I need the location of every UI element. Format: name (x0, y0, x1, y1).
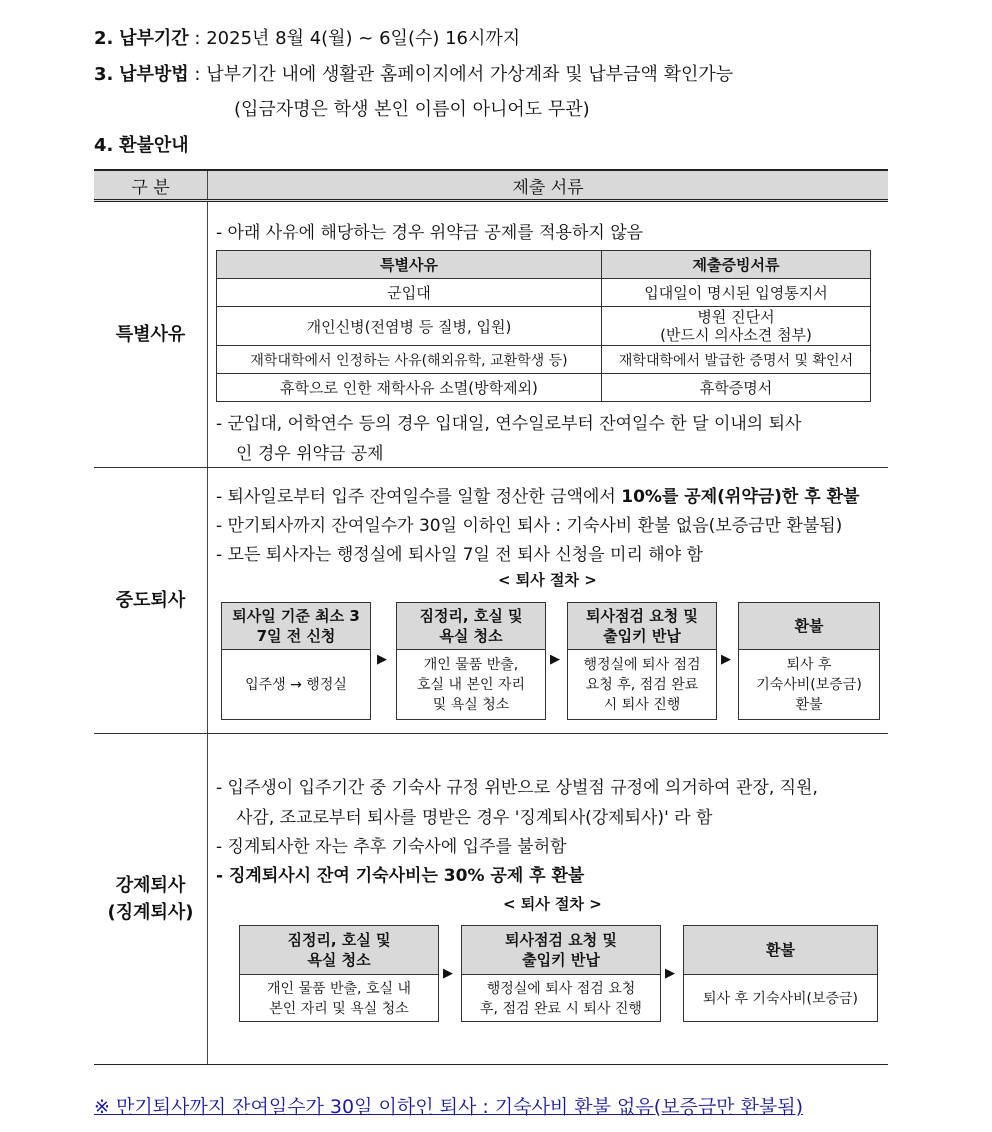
step-body (568, 650, 716, 720)
refund-table-header (94, 169, 888, 202)
item-number: 4. (94, 135, 114, 156)
step-title-line: 짐정리, 호실 및 (419, 607, 523, 625)
special-reason-table (216, 250, 871, 402)
step-body (397, 650, 545, 720)
payment-method-note: (입금자명은 학생 본인 이름이 아니어도 무관) (234, 99, 590, 120)
arrow-icon: ▶ (550, 652, 560, 667)
forced-step-1 (239, 925, 439, 1022)
item-sep: : (194, 64, 201, 85)
item-label: 환불안내 (119, 135, 189, 156)
forced-step-3 (683, 925, 878, 1022)
step-body-line: 퇴사 후 (786, 657, 832, 673)
forced-line-1: - 입주생이 입주기간 중 기숙사 규정 위반으로 상벌점 규정에 의거하여 관장, 직원, (216, 778, 818, 798)
table-row (217, 279, 871, 307)
step-title (240, 926, 438, 975)
item-2 (94, 24, 520, 50)
step-body-line: 요청 후, 점검 완료 (585, 677, 699, 693)
reason-cell: 군입대 (217, 279, 602, 307)
step-body-line: 행정실에 퇴사 점검 (583, 657, 701, 673)
special-note: - 군입대, 어학연수 등의 경우 입대일, 연수일로부터 잔여일수 한 달 이내의 퇴사 (216, 414, 802, 434)
col-header: 특별사유 (217, 251, 602, 279)
forced-line-3: - 징계퇴사한 자는 추후 기숙사에 입주를 불허함 (216, 837, 567, 857)
step-title (397, 603, 545, 650)
doc-cell: 재학대학에서 발급한 증명서 및 확인서 (602, 346, 871, 374)
header-documents: 제출 서류 (512, 177, 584, 198)
step-title (568, 603, 716, 650)
midway-line-3: - 모든 퇴사자는 행정실에 퇴사일 7일 전 퇴사 신청을 미리 해야 함 (216, 545, 703, 565)
doc-line: 병원 진단서 (697, 308, 775, 326)
step-body-line: 본인 자리 및 욕실 청소 (269, 1000, 409, 1017)
step-title-line: 욕실 청소 (307, 951, 371, 969)
step-body (739, 650, 879, 720)
arrow-icon: ▶ (665, 966, 675, 981)
forced-procedure-title: < 퇴사 절차 > (503, 895, 602, 913)
step-title (222, 603, 370, 650)
table-row (217, 374, 871, 402)
section-label-line: 강제퇴사 (115, 875, 186, 896)
forced-step-2 (461, 925, 661, 1022)
forced-line-4: - 징계퇴사시 잔여 기숙사비는 30% 공제 후 환불 (216, 866, 585, 886)
step-title-line: 출입키 반납 (522, 951, 600, 969)
step-title-line: 7일 전 신청 (256, 627, 336, 645)
step-body: 퇴사 후 기숙사비(보증금) (702, 990, 859, 1007)
col-header: 제출증빙서류 (602, 251, 871, 279)
header-category: 구 분 (94, 171, 208, 199)
step-body-line: 호실 내 본인 자리 (416, 677, 526, 693)
footnote: ※ 만기퇴사까지 잔여일수가 30일 이하인 퇴사 : 기숙사비 환불 없음(보증금만 환불됨) (94, 1096, 804, 1118)
step-body-line: 시 퇴사 진행 (603, 697, 681, 713)
midway-line-2: - 만기퇴사까지 잔여일수가 30일 이하인 퇴사 : 기숙사비 환불 없음(보증금만 환불됨) (216, 516, 843, 536)
step-body-line: 환불 (795, 697, 823, 713)
step-title-line: 퇴사일 기준 최소 3 (232, 607, 360, 625)
step-body (462, 975, 660, 1022)
arrow-icon: ▶ (721, 652, 731, 667)
midway-step-2 (396, 602, 546, 720)
step-title-line: 퇴사점검 요청 및 (586, 607, 698, 625)
midway-step-4 (738, 602, 880, 720)
step-body-line: 및 욕실 청소 (432, 697, 510, 713)
step-body (240, 975, 438, 1022)
payment-method: 납부기간 내에 생활관 홈페이지에서 가상계좌 및 납부금액 확인가능 (206, 64, 734, 85)
table-row (217, 346, 871, 374)
reason-cell: 재학대학에서 인정하는 사유(해외유학, 교환학생 등) (217, 346, 602, 374)
item-label: 납부기간 (119, 28, 189, 49)
step-title: 환불 (684, 926, 877, 975)
arrow-icon: ▶ (443, 966, 453, 981)
item-sep: : (194, 28, 201, 49)
section-label (94, 734, 208, 1064)
doc-cell: 휴학증명서 (602, 374, 871, 402)
step-body-line: 입주생 → 행정실 (245, 677, 347, 693)
item-number: 3. (94, 64, 114, 85)
item-3 (94, 60, 733, 86)
doc-cell: 입대일이 명시된 입영통지서 (602, 279, 871, 307)
section-label-line: (징계퇴사) (107, 902, 194, 923)
midway-line-1 (216, 482, 859, 507)
special-intro: - 아래 사유에 해당하는 경우 위약금 공제를 적용하지 않음 (216, 223, 644, 243)
step-body-line: 행정실에 퇴사 점검 요청 (486, 980, 636, 997)
forced-line-2: 사감, 조교로부터 퇴사를 명받은 경우 '징계퇴사(강제퇴사)' 라 함 (236, 808, 713, 828)
section-label: 특별사유 (94, 202, 208, 467)
item-number: 2. (94, 28, 114, 49)
step-title-line: 짐정리, 호실 및 (287, 931, 391, 949)
reason-cell: 개인신병(전염병 등 질병, 입원) (217, 307, 602, 346)
special-note-cont: 인 경우 위약금 공제 (236, 444, 384, 464)
step-body-line: 기숙사비(보증금) (756, 677, 862, 693)
item-4 (94, 131, 189, 157)
step-title-line: 퇴사점검 요청 및 (505, 931, 617, 949)
step-body-line: 개인 물품 반출, 호실 내 (267, 980, 411, 997)
doc-line: (반드시 의사소견 첨부) (660, 326, 812, 344)
doc-cell (602, 307, 871, 346)
step-title: 환불 (739, 603, 879, 650)
step-title-line: 욕실 청소 (439, 627, 503, 645)
midway-procedure-title: < 퇴사 절차 > (498, 571, 597, 589)
payment-period: 2025년 8월 4(월) ~ 6일(수) 16시까지 (206, 28, 521, 49)
step-body (222, 650, 370, 720)
midway-step-1 (221, 602, 371, 720)
midway-line-1-bold: 10%를 공제(위약금)한 후 환불 (621, 487, 860, 507)
step-title-line: 출입키 반납 (603, 627, 681, 645)
reason-cell: 휴학으로 인한 재학사유 소멸(방학제외) (217, 374, 602, 402)
step-body-line: 개인 물품 반출, (423, 657, 519, 673)
arrow-icon: ▶ (377, 652, 387, 667)
table-row (217, 307, 871, 346)
item-label: 납부방법 (119, 64, 189, 85)
section-label: 중도퇴사 (94, 468, 208, 733)
step-body-line: 후, 점검 완료 시 퇴사 진행 (480, 1000, 642, 1017)
step-title (462, 926, 660, 975)
midway-line-1-text: - 퇴사일로부터 입주 잔여일수를 일할 정산한 금액에서 (216, 487, 622, 507)
midway-step-3 (567, 602, 717, 720)
